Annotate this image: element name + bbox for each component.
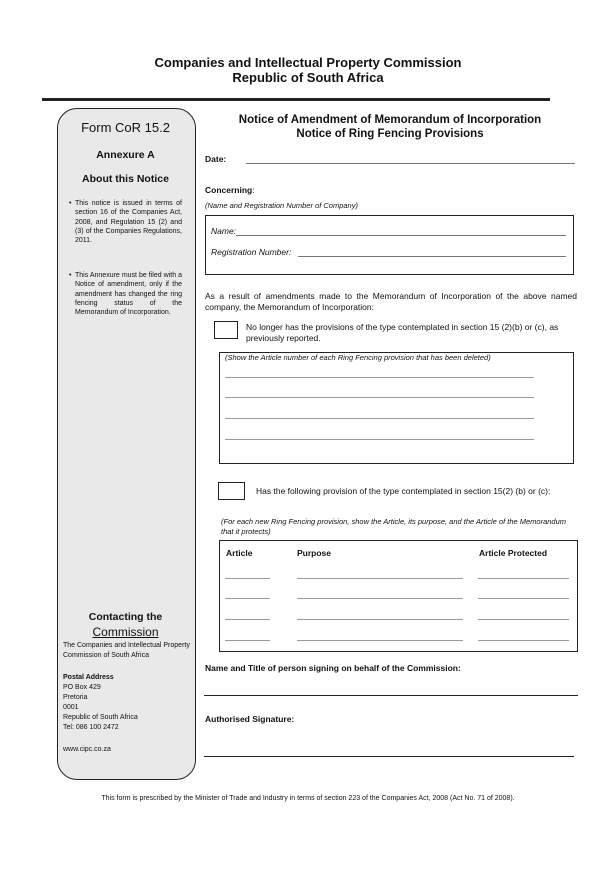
postal-line: 0001	[63, 704, 79, 711]
contact-heading-commission: Commission	[92, 625, 159, 639]
concerning-hint: (Name and Registration Number of Company)	[205, 201, 358, 210]
article-cell[interactable]	[225, 640, 270, 641]
company-name-label: Name:	[211, 226, 237, 236]
column-purpose: Purpose	[297, 548, 332, 558]
postal-line: Republic of South Africa	[63, 714, 138, 721]
form-number: Form CoR 15.2	[81, 120, 170, 135]
purpose-cell[interactable]	[297, 578, 463, 579]
article-protected-cell[interactable]	[478, 578, 569, 579]
article-protected-cell[interactable]	[478, 619, 569, 620]
deleted-provision-line[interactable]	[225, 397, 534, 398]
form-title: Notice of Amendment of Memorandum of Incorporation	[238, 114, 542, 126]
about-heading: About this Notice	[82, 173, 169, 185]
purpose-cell[interactable]	[297, 598, 463, 599]
deleted-provision-line[interactable]	[225, 418, 534, 419]
contact-org: The Companies and Intellectual Property Commission of South Africa	[63, 642, 190, 659]
concerning-colon: :	[252, 185, 255, 195]
website-link[interactable]: www.cipc.co.za	[63, 746, 111, 753]
header-divider	[42, 98, 550, 101]
signer-label: Name and Title of person signing on behalf of the Commission:	[205, 663, 461, 673]
deleted-provision-line[interactable]	[225, 439, 534, 440]
date-label: Date:	[205, 154, 227, 164]
new-provisions-hint: (For each new Ring Fencing provision, show the Article, its purpose, and the Article of the Memorandum that it protects)	[221, 517, 567, 536]
option-no-longer-text: No longer has the provisions of the type contemplated in section 15 (2)(b) or (c), as previously reported.	[246, 322, 559, 343]
article-cell[interactable]	[225, 578, 270, 579]
column-article-protected: Article Protected	[479, 548, 548, 558]
option-has-provision-checkbox[interactable]	[218, 482, 245, 500]
option-no-longer-checkbox[interactable]	[214, 321, 238, 339]
deleted-provisions-box	[219, 352, 574, 464]
article-protected-cell[interactable]	[478, 598, 569, 599]
header-subtitle: Republic of South Africa	[232, 70, 384, 85]
deleted-provisions-hint: (Show the Article number of each Ring Fencing provision that has been deleted)	[225, 353, 491, 362]
column-article: Article	[226, 548, 253, 558]
intro-paragraph: As a result of amendments made to the Memorandum of Incorporation of the above named company, the Memorandum of Incorporation:	[205, 291, 577, 312]
contact-heading: Contacting the	[88, 611, 163, 623]
signature-field[interactable]	[204, 756, 574, 757]
company-name-field[interactable]	[236, 235, 566, 236]
postal-heading: Postal Address	[63, 674, 114, 681]
option-has-provision-text: Has the following provision of the type contemplated in section 15(2) (b) or (c):	[256, 486, 551, 496]
purpose-cell[interactable]	[297, 619, 463, 620]
purpose-cell[interactable]	[297, 640, 463, 641]
article-cell[interactable]	[225, 598, 270, 599]
deleted-provision-line[interactable]	[225, 377, 534, 378]
article-protected-cell[interactable]	[478, 640, 569, 641]
footer-note: This form is prescribed by the Minister of Trade and Industry in terms of section 223 of the Companies Act, 2008 (Act No. 71 of 2008).	[101, 795, 515, 802]
company-details-box	[205, 215, 574, 275]
date-field[interactable]	[246, 163, 575, 164]
registration-number-field[interactable]	[298, 256, 566, 257]
postal-telephone: Tel: 086 100 2472	[63, 724, 119, 731]
article-cell[interactable]	[225, 619, 270, 620]
signer-field[interactable]	[204, 695, 578, 696]
header-title: Companies and Intellectual Property Commission	[154, 55, 462, 70]
registration-number-label: Registration Number:	[211, 247, 292, 257]
postal-line: PO Box 429	[63, 684, 101, 691]
concerning-label-text: Concerning	[205, 185, 253, 195]
form-subtitle: Notice of Ring Fencing Provisions	[296, 128, 484, 140]
concerning-label	[205, 185, 255, 195]
postal-line: Pretoria	[63, 694, 88, 701]
annexure-label: Annexure A	[96, 149, 155, 161]
signature-label: Authorised Signature:	[205, 714, 295, 724]
about-bullet-2: • This Annexure must be filed with a Notice of amendment, only if the amendment has changed the ring fencing status of the Memorandum of Incorporation.	[75, 271, 182, 317]
about-bullet-1: • This notice is issued in terms of section 16 of the Companies Act, 2008, and Regulation 15 (2) and (3) of the Companies Regulations, 2011.	[75, 199, 182, 245]
